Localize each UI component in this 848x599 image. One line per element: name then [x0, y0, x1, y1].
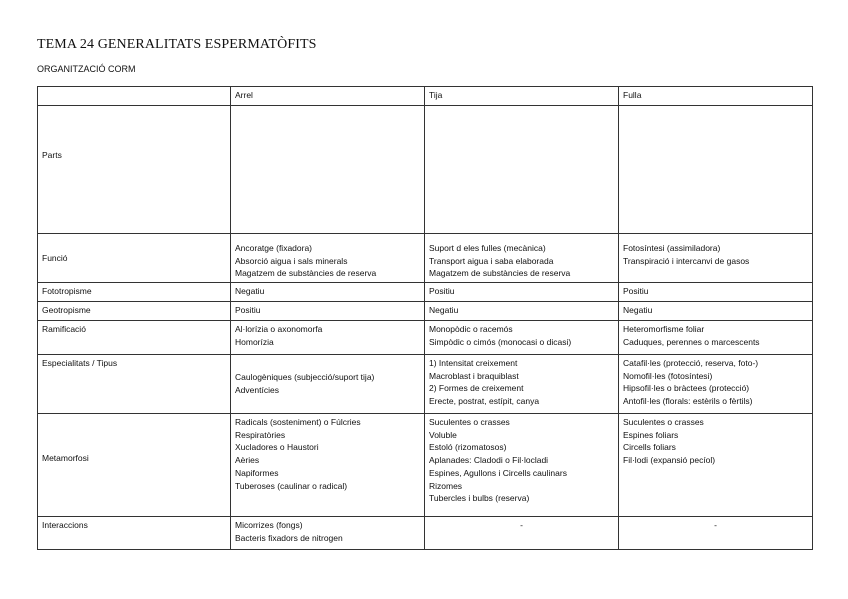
list-item: 1) Intensitat creixement: [429, 358, 518, 368]
list-item: Tubercles i bulbs (reserva): [429, 493, 530, 504]
list-item: Al·lorízia o axonomorfa: [235, 324, 323, 334]
list-item: Fotosíntesi (assimiladora): [623, 242, 721, 253]
row-label-geotropisme: Geotropisme: [38, 302, 231, 321]
cell-fototropisme-tija: Positiu: [425, 283, 619, 302]
list-item: Espines foliars: [623, 429, 679, 440]
table-header-row: [38, 87, 813, 106]
list-item: 2) Formes de creixement: [429, 383, 524, 394]
list-item: Aèries: [235, 455, 260, 466]
list-item: Rizomes: [429, 480, 463, 491]
list-item: Espines, Agullons i Circells caulinars: [429, 467, 567, 478]
list-item: Suculentes o crasses: [429, 417, 510, 427]
list-item: Ancoratge (fixadora): [235, 242, 313, 253]
list-item: Adventícies: [235, 385, 279, 395]
list-item: Caulogèniques (subjecció/suport tija): [235, 372, 375, 383]
document-subtitle: ORGANITZACIÓ CORM: [37, 64, 136, 74]
row-label-fototropisme: Fototropisme: [38, 283, 231, 302]
cell-funcio-arrel: [231, 234, 425, 283]
cell-geotropisme-arrel: Positiu: [231, 302, 425, 321]
list-item: Xucladores o Haustori: [235, 442, 319, 453]
cell-ramificacio-arrel: [231, 321, 425, 355]
list-item: Caduques, perennes o marcescents: [623, 336, 760, 347]
row-label-metamorfosi: Metamorfosi: [38, 414, 231, 517]
list-item: Simpòdic o cimós (monocasi o dicasi): [429, 336, 572, 347]
cell-funcio-tija: [425, 234, 619, 283]
list-item: Suport d eles fulles (mecànica): [429, 242, 546, 253]
list-item: Aplanades: Cladodi o Fil·locladi: [429, 455, 549, 466]
cell-parts-tija: [425, 106, 619, 234]
cell-parts-fulla: [619, 106, 813, 234]
cell-especialitats-fulla: [619, 355, 813, 414]
table-row-especialitats: [38, 355, 813, 414]
cell-ramificacio-tija: [425, 321, 619, 355]
cell-metamorfosi-arrel: [231, 414, 425, 517]
list-item: Hipsofil·les o bràctees (protecció): [623, 383, 750, 394]
list-item: Transport aigua i saba elaborada: [429, 255, 554, 266]
table-row-parts: [38, 106, 813, 234]
table-row-interaccions: [38, 517, 813, 550]
list-item: Transpiració i intercanvi de gasos: [623, 255, 750, 266]
cell-especialitats-arrel: [231, 355, 425, 414]
list-item: Fil·lodi (expansió pecíol): [623, 455, 716, 466]
list-item: Erecte, postrat, estípit, canya: [429, 396, 540, 407]
cell-fototropisme-fulla: Positiu: [619, 283, 813, 302]
list-item: Magatzem de substàncies de reserva: [235, 268, 377, 279]
row-label-especialitats: Especialitats / Tipus: [38, 355, 231, 414]
list-item: Napiformes: [235, 467, 279, 478]
cell-especialitats-tija: [425, 355, 619, 414]
table-row-fototropisme: [38, 283, 813, 302]
list-item: Homorízia: [235, 336, 274, 347]
row-label-interaccions: Interaccions: [38, 517, 231, 550]
list-item: Radicals (sosteniment) o Fúlcries: [235, 417, 361, 427]
list-item: Bacteris fixadors de nitrogen: [235, 532, 343, 543]
header-cell-fulla: Fulla: [619, 87, 813, 106]
list-item: Monopòdic o racemós: [429, 324, 513, 334]
cell-parts-arrel: [231, 106, 425, 234]
list-item: Nomofil·les (fotosíntesi): [623, 370, 713, 381]
table-row-metamorfosi: [38, 414, 813, 517]
cell-interaccions-arrel: [231, 517, 425, 550]
list-item: Estoló (rizomatosos): [429, 442, 507, 453]
list-item: Antofil·les (florals: estèrils o fèrtils): [623, 396, 753, 407]
list-item: Circells foliars: [623, 442, 676, 453]
list-item: Voluble: [429, 429, 457, 440]
header-cell-arrel: Arrel: [231, 87, 425, 106]
cell-geotropisme-tija: Negatiu: [425, 302, 619, 321]
header-cell-empty: [38, 87, 231, 106]
list-item: Micorrizes (fongs): [235, 520, 303, 530]
list-item: Catafil·les (protecció, reserva, foto-): [623, 358, 759, 368]
list-item: Respiratòries: [235, 429, 286, 440]
table-row-geotropisme: [38, 302, 813, 321]
cell-interaccions-tija: -: [425, 517, 619, 550]
cell-funcio-fulla: [619, 234, 813, 283]
list-item: Suculentes o crasses: [623, 417, 704, 427]
row-label-ramificacio: Ramificació: [38, 321, 231, 355]
corm-organization-table: [37, 86, 813, 550]
cell-metamorfosi-tija: [425, 414, 619, 517]
cell-metamorfosi-fulla: [619, 414, 813, 517]
row-label-funcio: Funció: [38, 234, 231, 283]
table-row-ramificacio: [38, 321, 813, 355]
list-item: Tuberoses (caulinar o radical): [235, 480, 348, 491]
table-row-funcio: [38, 234, 813, 283]
list-item: Macroblast i braquiblast: [429, 370, 519, 381]
header-cell-tija: Tija: [425, 87, 619, 106]
cell-ramificacio-fulla: [619, 321, 813, 355]
list-item: Magatzem de substàncies de reserva: [429, 268, 571, 279]
list-item: Absorció aigua i sals minerals: [235, 255, 348, 266]
cell-geotropisme-fulla: Negatiu: [619, 302, 813, 321]
cell-fototropisme-arrel: Negatiu: [231, 283, 425, 302]
row-label-parts: Parts: [38, 106, 231, 234]
list-item: Heteromorfisme foliar: [623, 324, 705, 334]
cell-interaccions-fulla: -: [619, 517, 813, 550]
document-title: TEMA 24 GENERALITATS ESPERMATÒFITS: [37, 37, 317, 52]
